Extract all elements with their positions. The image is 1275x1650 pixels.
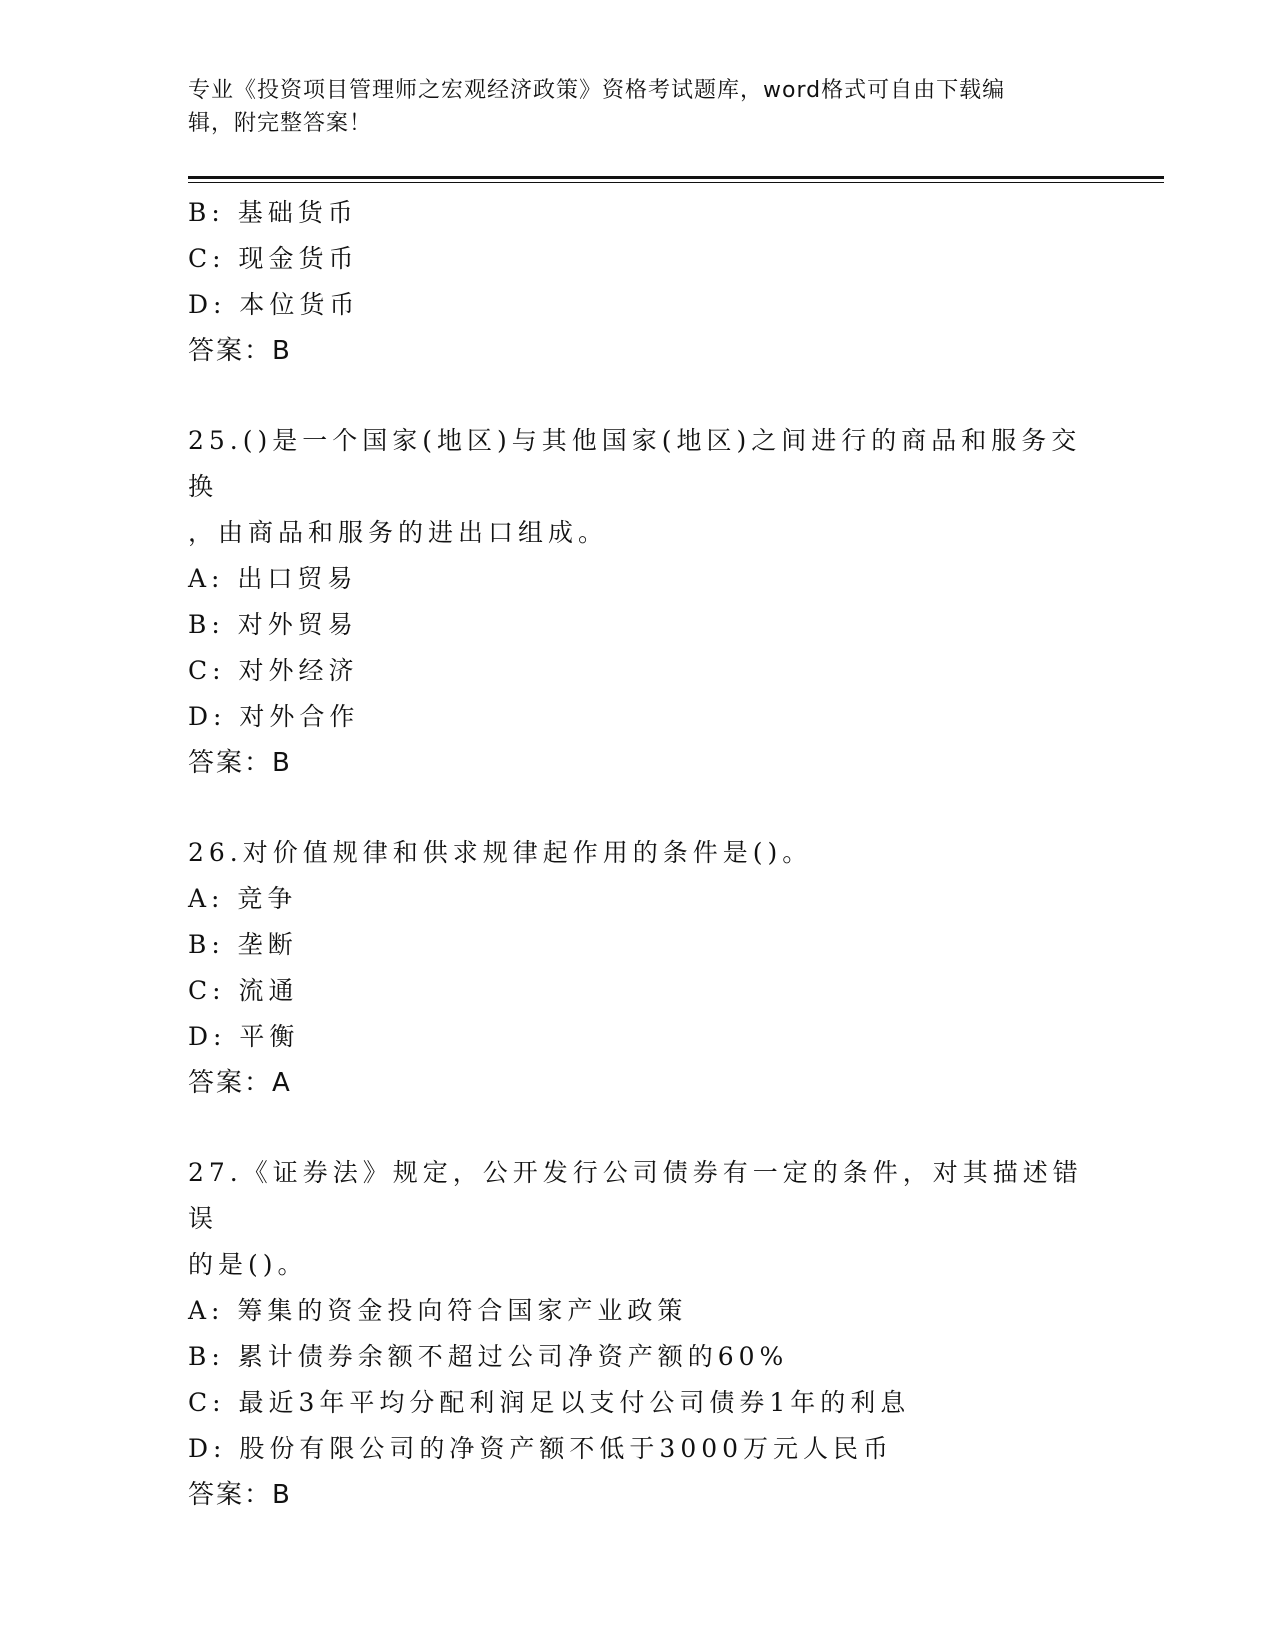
option-a: A: 筹集的资金投向符合国家产业政策	[188, 1296, 688, 1325]
option-b: B: 垄断	[188, 930, 298, 959]
option-a: A: 竞争	[188, 884, 298, 913]
question-stem-line-2: 的是()。	[188, 1250, 308, 1279]
option-c: C: 对外经济	[188, 656, 359, 685]
option-b: B: 累计债券余额不超过公司净资产额的60%	[188, 1342, 789, 1371]
option-d: D: 本位货币	[188, 290, 360, 319]
question-stem-line-1: 27.《证券法》规定，公开发行公司债券有一定的条件，对其描述错误	[188, 1158, 1083, 1233]
answer-line: 答案：B	[188, 336, 292, 366]
header-line-1: 专业《投资项目管理师之宏观经济政策》资格考试题库，word格式可自由下载编	[188, 78, 1006, 103]
option-c: C: 流通	[188, 976, 299, 1005]
option-a: A: 出口贸易	[188, 564, 358, 593]
question-27	[188, 1150, 1108, 1518]
question-25	[188, 418, 1108, 786]
document-header	[188, 74, 1088, 140]
partial-question	[188, 190, 1108, 374]
option-d: D: 对外合作	[188, 702, 360, 731]
question-list	[188, 190, 1108, 1518]
option-d: D: 股份有限公司的净资产额不低于3000万元人民币	[188, 1434, 894, 1463]
question-stem-line-1: 26.对价值规律和供求规律起作用的条件是()。	[188, 838, 813, 867]
question-stem-line-1: 25.()是一个国家(地区)与其他国家(地区)之间进行的商品和服务交换	[188, 426, 1082, 501]
question-26	[188, 830, 1108, 1106]
answer-line: 答案：A	[188, 1068, 292, 1098]
option-b: B: 基础货币	[188, 198, 358, 227]
option-c: C: 最近3年平均分配利润足以支付公司债券1年的利息	[188, 1388, 911, 1417]
question-stem-line-2: ，由商品和服务的进出口组成。	[188, 518, 609, 547]
option-d: D: 平衡	[188, 1022, 300, 1051]
answer-line: 答案：B	[188, 1480, 292, 1510]
answer-line: 答案：B	[188, 748, 292, 778]
option-b: B: 对外贸易	[188, 610, 358, 639]
header-line-2: 辑，附完整答案！	[188, 111, 373, 136]
header-divider-thick	[188, 176, 1164, 179]
header-divider-thin	[188, 182, 1164, 183]
option-c: C: 现金货币	[188, 244, 359, 273]
